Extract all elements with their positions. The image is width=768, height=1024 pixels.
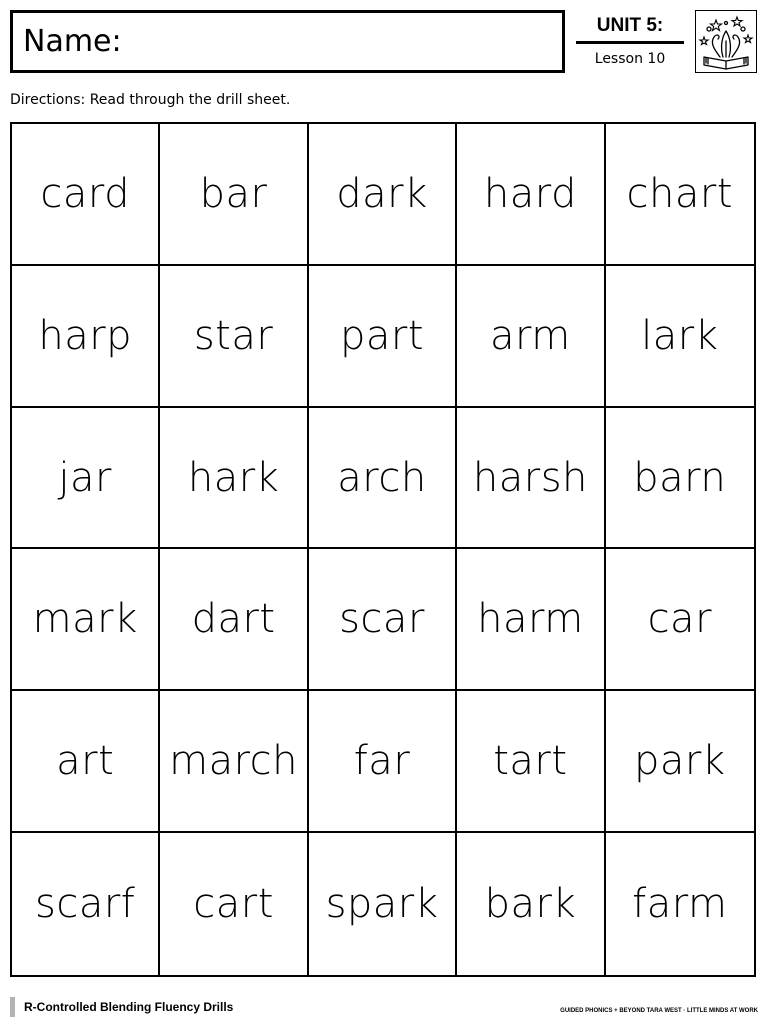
drill-word: scar <box>339 596 425 643</box>
drill-cell <box>309 833 457 975</box>
drill-cell <box>309 691 457 833</box>
drill-word: arch <box>337 454 427 501</box>
drill-cell <box>606 124 754 266</box>
drill-cell <box>457 124 605 266</box>
drill-word: part <box>339 312 424 359</box>
open-book-sparkles-icon <box>695 10 757 73</box>
drill-word: dart <box>191 596 276 643</box>
drill-cell <box>457 408 605 550</box>
drill-word: art <box>56 738 115 785</box>
drill-word: bark <box>484 881 577 928</box>
name-field-box[interactable] <box>10 10 565 73</box>
unit-title: UNIT 5: <box>576 14 684 44</box>
unit-lesson-block <box>576 14 684 70</box>
drill-cell <box>457 549 605 691</box>
drill-word: hark <box>187 454 280 501</box>
drill-word: lark <box>641 312 719 359</box>
drill-cell <box>309 549 457 691</box>
drill-cell <box>160 549 308 691</box>
drill-word: star <box>193 312 274 359</box>
drill-cell <box>457 266 605 408</box>
drill-cell <box>606 266 754 408</box>
drill-word: farm <box>632 881 728 928</box>
drill-word: harp <box>38 312 133 359</box>
directions-text: Directions: Read through the drill sheet. <box>10 92 291 108</box>
drill-cell <box>309 124 457 266</box>
drill-word: bar <box>199 170 268 217</box>
drill-word: cart <box>193 881 274 928</box>
drill-cell <box>606 408 754 550</box>
drill-cell <box>309 266 457 408</box>
drill-word: march <box>169 738 299 785</box>
drill-cell <box>309 408 457 550</box>
drill-word: park <box>634 738 726 785</box>
drill-word: chart <box>626 170 734 217</box>
drill-cell <box>12 833 160 975</box>
drill-word: barn <box>633 454 727 501</box>
drill-cell <box>12 691 160 833</box>
drill-word: scarf <box>35 881 136 928</box>
drill-word: jar <box>58 454 112 501</box>
drill-cell <box>457 833 605 975</box>
drill-word: spark <box>325 881 439 928</box>
footer-title: R-Controlled Blending Fluency Drills <box>24 1000 234 1014</box>
lesson-label: Lesson 10 <box>594 51 666 67</box>
drill-cell <box>160 408 308 550</box>
drill-cell <box>12 549 160 691</box>
drill-cell <box>160 691 308 833</box>
name-label: Name: <box>23 24 122 59</box>
drill-grid <box>10 122 756 977</box>
drill-cell <box>160 266 308 408</box>
footer-credit: GUIDED PHONICS + BEYOND TARA WEST · LITTLE MINDS AT WORK <box>560 1008 758 1014</box>
drill-word: arm <box>490 312 571 359</box>
drill-cell <box>606 549 754 691</box>
drill-word: tart <box>493 738 568 785</box>
drill-cell <box>12 124 160 266</box>
drill-word: hard <box>483 170 577 217</box>
drill-cell <box>12 266 160 408</box>
drill-word: far <box>353 738 411 785</box>
drill-word: dark <box>336 170 428 217</box>
footer-accent-bar <box>10 997 15 1017</box>
drill-cell <box>160 833 308 975</box>
drill-word: card <box>40 170 131 217</box>
drill-word: car <box>647 596 713 643</box>
drill-cell <box>606 833 754 975</box>
drill-cell <box>160 124 308 266</box>
drill-word: harsh <box>472 454 588 501</box>
drill-cell <box>12 408 160 550</box>
drill-word: mark <box>32 596 138 643</box>
drill-cell <box>606 691 754 833</box>
drill-word: harm <box>477 596 584 643</box>
drill-cell <box>457 691 605 833</box>
